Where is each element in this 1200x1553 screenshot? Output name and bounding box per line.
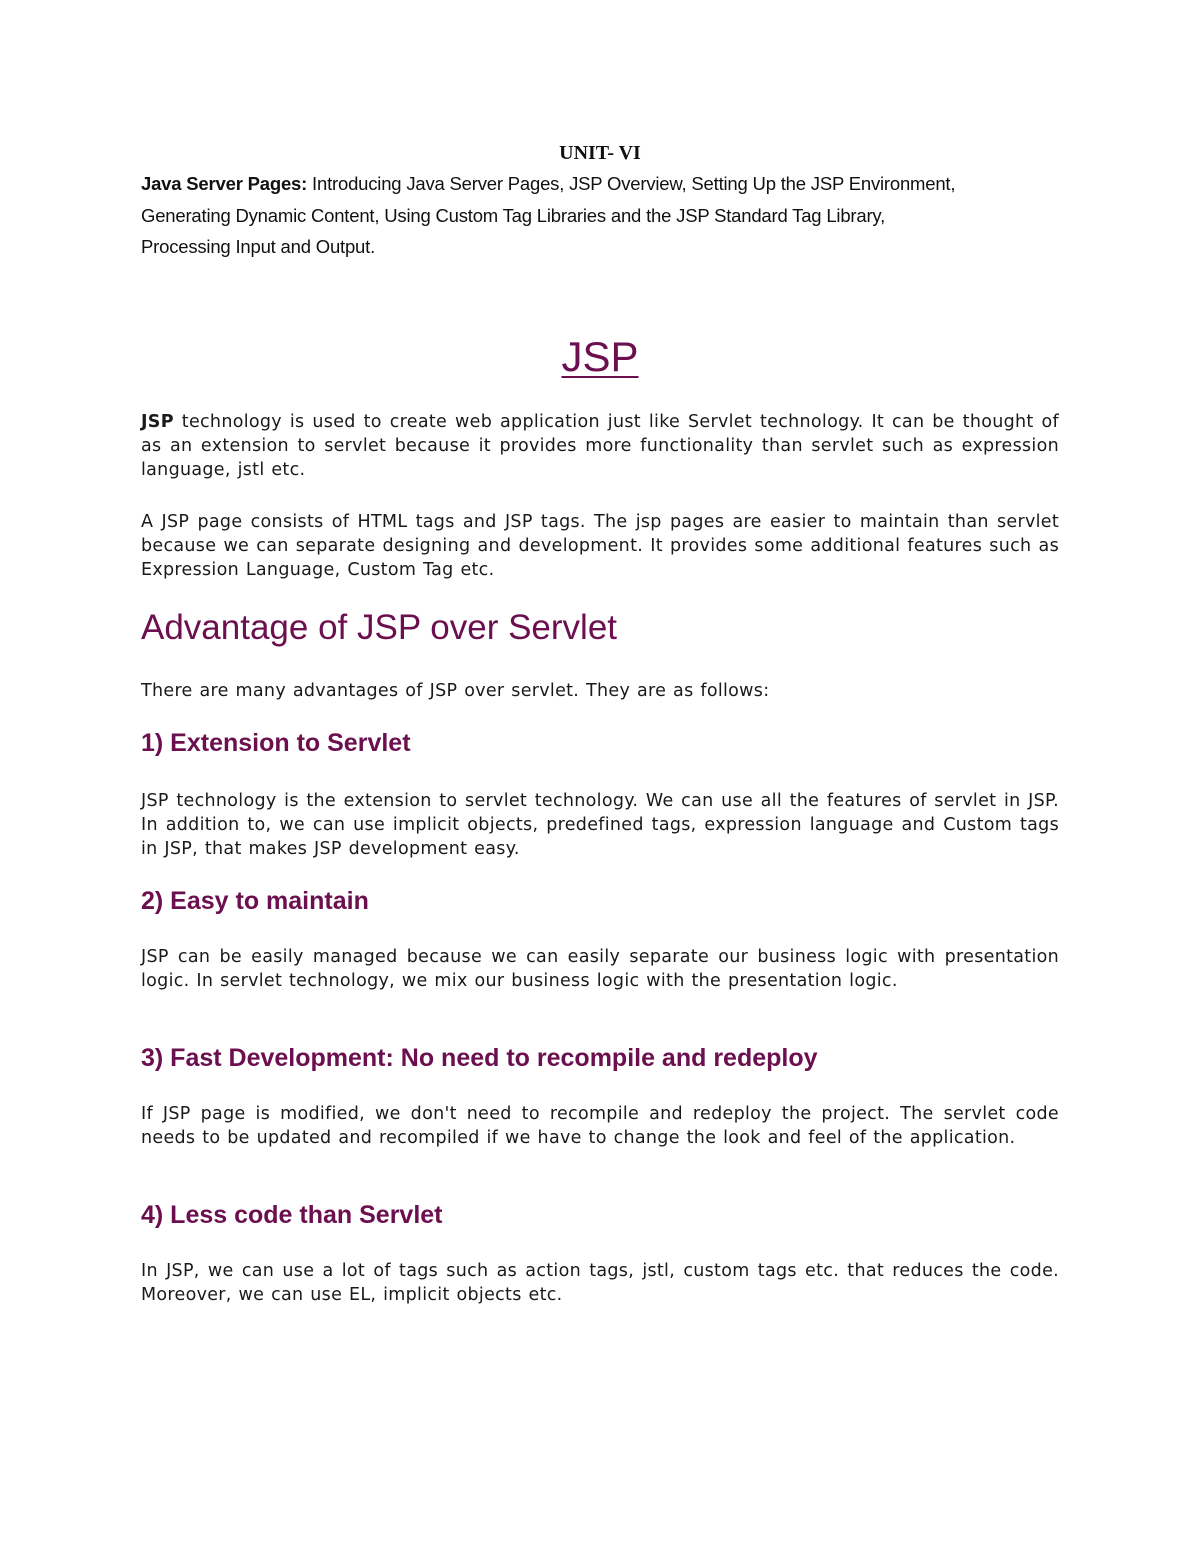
syllabus-line-1 (141, 168, 1059, 200)
unit-title: UNIT- VI (559, 142, 641, 164)
section-heading-3: 3) Fast Development: No need to recompile and redeploy (141, 1044, 818, 1072)
section-heading-4: 4) Less code than Servlet (141, 1201, 443, 1229)
section-body-3: If JSP page is modified, we don't need to recompile and redeploy the project. The servlet code needs to be updated and recompiled if we have to change the look and feel of the application. (141, 1104, 1059, 1148)
syllabus-label: Java Server Pages: (141, 173, 308, 194)
jsp-heading: JSP (561, 333, 639, 380)
intro-lead: JSP (141, 412, 174, 432)
advantage-intro: There are many advantages of JSP over servlet. They are as follows: (141, 681, 770, 701)
section-heading-1: 1) Extension to Servlet (141, 729, 411, 757)
section-body-2: JSP can be easily managed because we can easily separate our business logic with presentation logic. In servlet technology, we mix our business logic with the presentation logic. (141, 947, 1059, 991)
intro-paragraph-2: A JSP page consists of HTML tags and JSP tags. The jsp pages are easier to maintain than servlet because we can separate designing and development. It provides some additional features such as Expression Language, Custom Tag etc. (141, 512, 1059, 580)
advantage-heading: Advantage of JSP over Servlet (141, 608, 618, 647)
section-heading-2: 2) Easy to maintain (141, 887, 369, 915)
syllabus-text-1: Introducing Java Server Pages, JSP Overview, Setting Up the JSP Environment, (307, 173, 956, 194)
intro-paragraph (141, 410, 1059, 482)
syllabus-line-3: Processing Input and Output. (141, 236, 376, 257)
intro-text: technology is used to create web application just like Servlet technology. It can be thought of as an extension to servlet because it provides more functionality than servlet such as expression language, jstl etc. (141, 412, 1059, 480)
section-body-1: JSP technology is the extension to servlet technology. We can use all the features of servlet in JSP. In addition to, we can use implicit objects, predefined tags, expression language and Custom tags in JSP, that makes JSP development easy. (141, 791, 1059, 859)
syllabus-block (141, 168, 1059, 263)
syllabus-line-2: Generating Dynamic Content, Using Custom Tag Libraries and the JSP Standard Tag Library, (141, 204, 886, 226)
section-body-4: In JSP, we can use a lot of tags such as action tags, jstl, custom tags etc. that reduces the code. Moreover, we can use EL, implicit objects etc. (141, 1261, 1059, 1305)
